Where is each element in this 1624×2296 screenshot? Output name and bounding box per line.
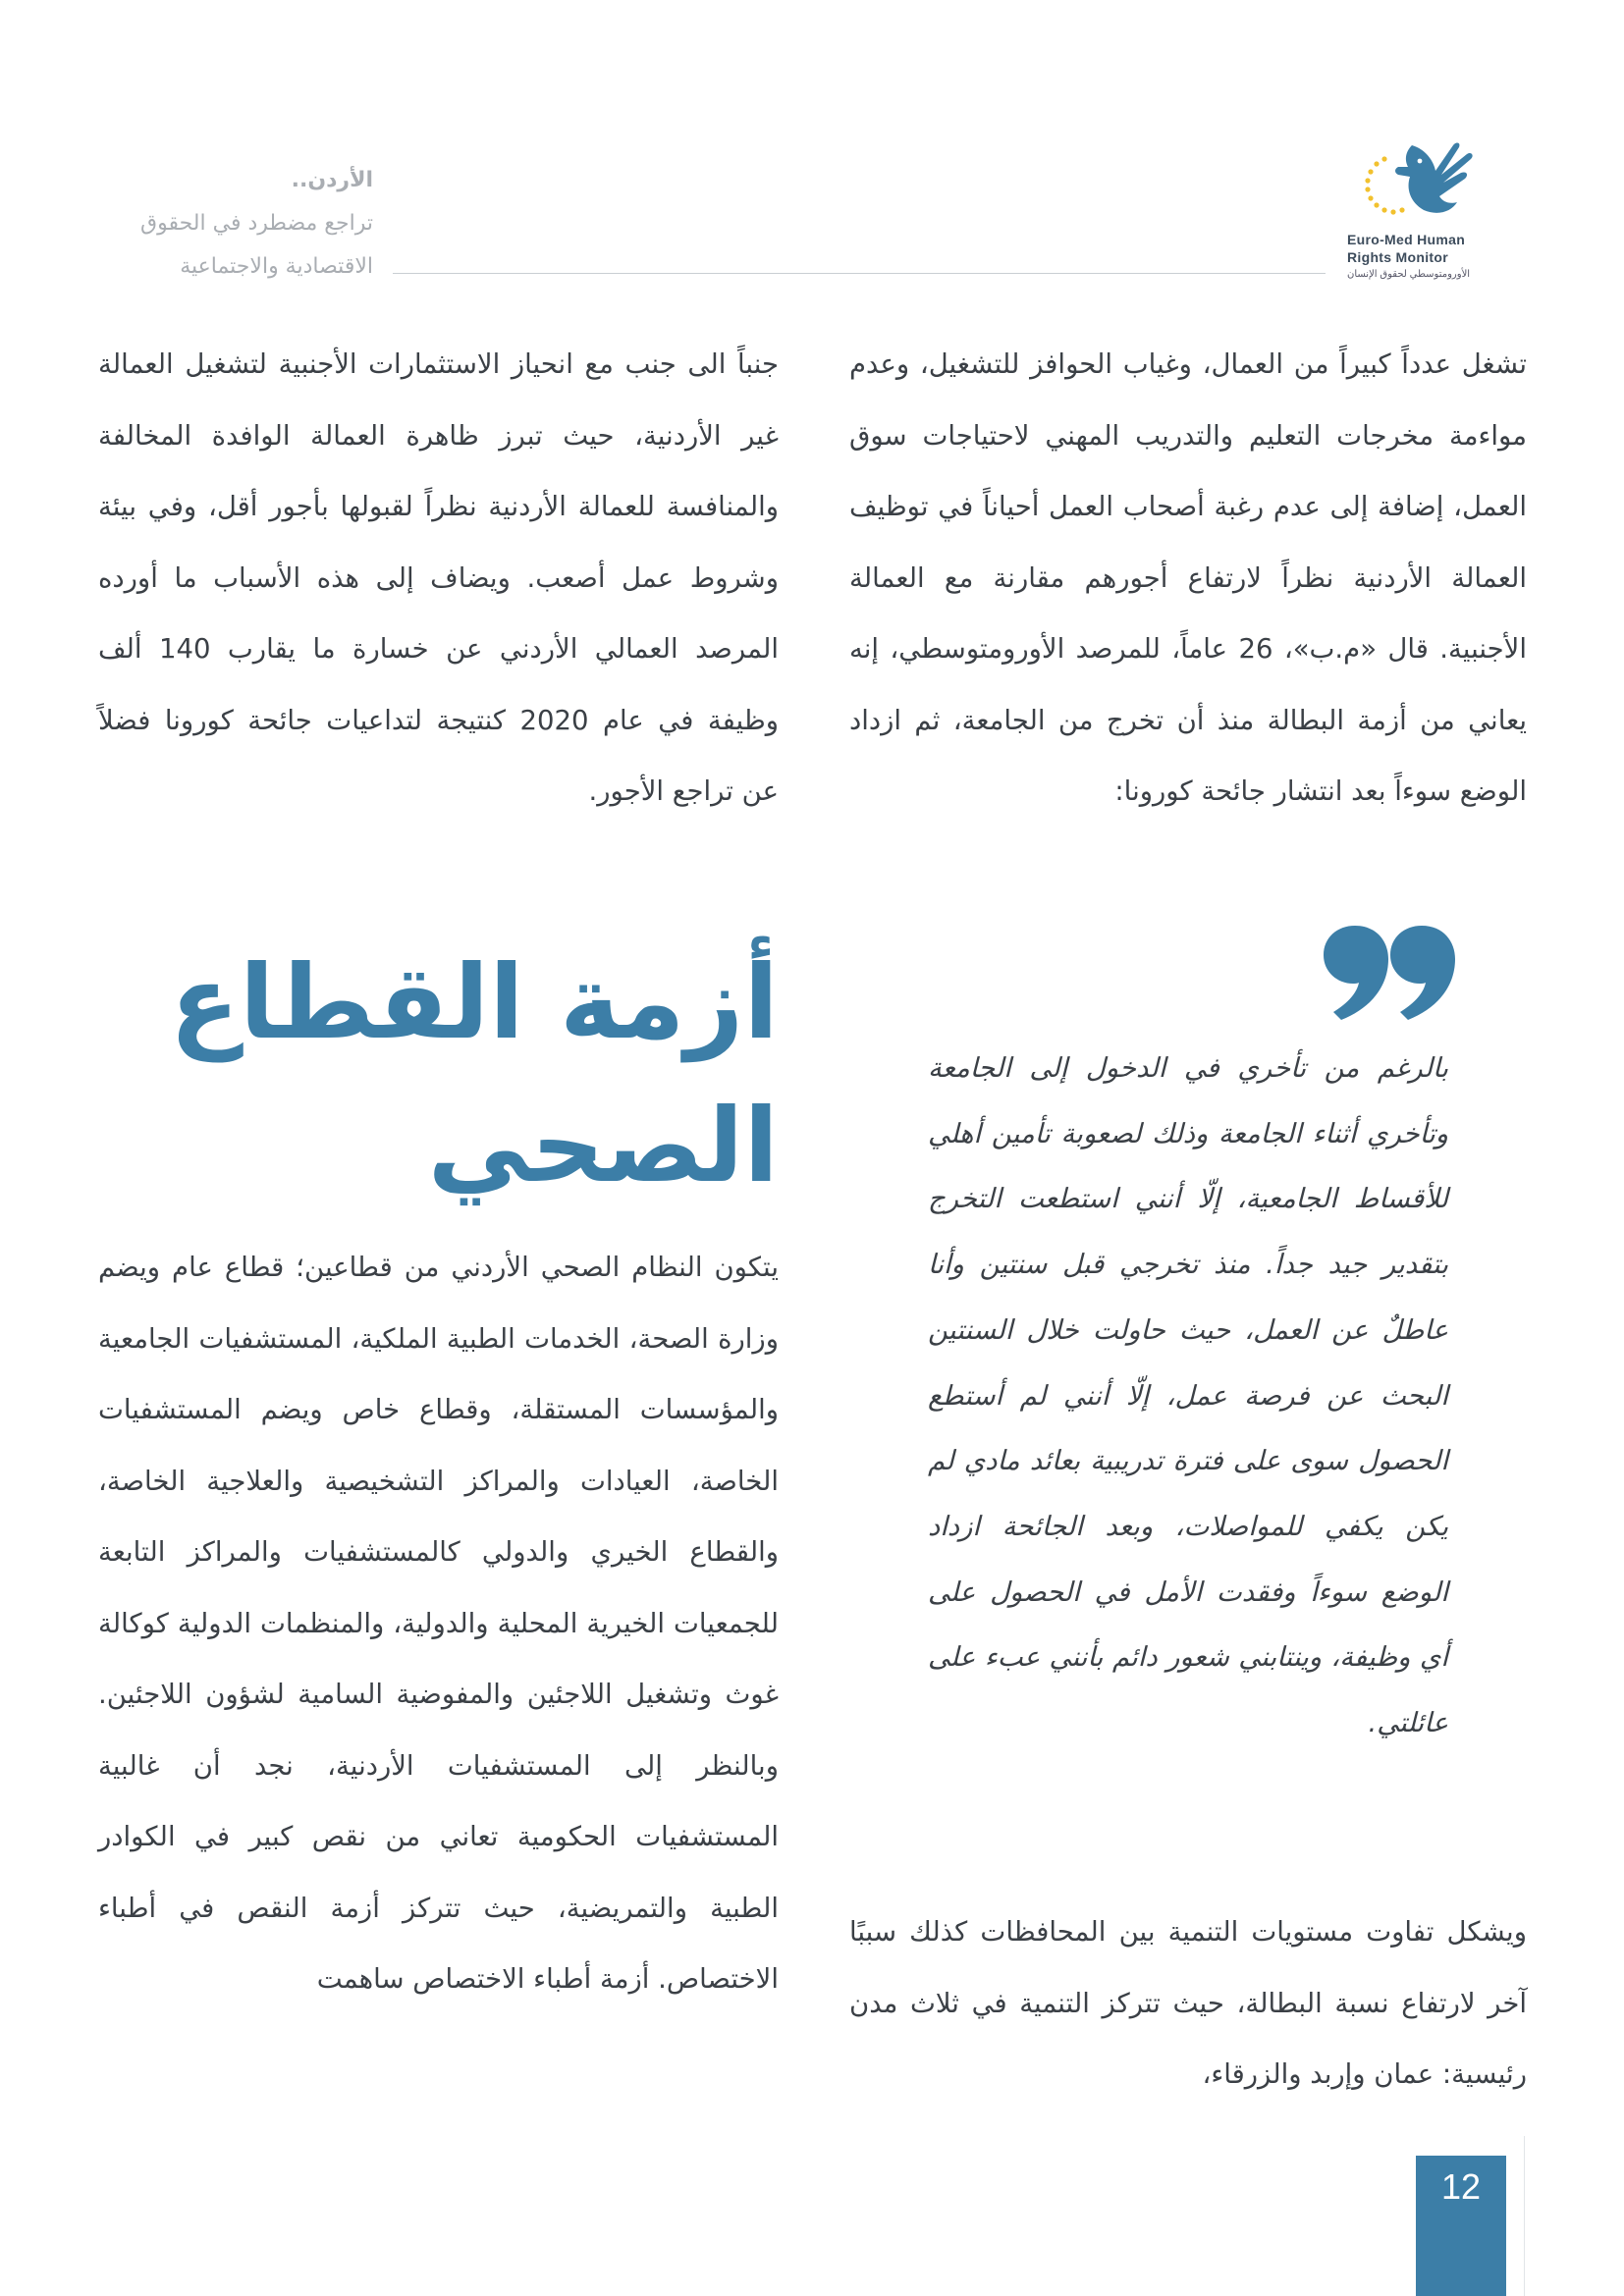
testimony-quote — [928, 1036, 1448, 1756]
left-column-bottom — [98, 1232, 779, 2015]
right-column-top — [849, 329, 1527, 828]
paragraph: جنباً الى جنب مع انحياز الاستثمارات الأجنبية لتشغيل العمالة غير الأردنية، حيث تبرز ظاهرة العمالة الوافدة المخالفة والمنافسة للعمالة الأردنية نظراً لقبولها بأجور أقل، وفي بيئة وشروط عمل أصعب. ويضاف إلى هذه الأسباب ما أورده المرصد العمالي الأردني عن خسارة ما يقارب 140 ألف وظيفة في عام 2020 كنتيجة لتداعيات جائحة كورونا فضلاً عن تراجع الأجور. — [98, 348, 779, 807]
section-heading-line-1: أزمة القطاع — [169, 942, 779, 1062]
page-number-text: 12 — [1440, 2166, 1482, 2207]
right-column-bottom — [849, 1896, 1527, 2110]
quote-mark-icon — [1316, 918, 1463, 1036]
dove-hand-icon — [1355, 137, 1488, 236]
logo-line-2: Rights Monitor — [1347, 249, 1448, 265]
section-heading — [98, 931, 779, 1217]
header-subtitle-line-2: الاقتصادية والاجتماعية — [180, 254, 373, 279]
header-divider — [393, 273, 1326, 274]
quote-text: بالرغم من تأخري في الدخول إلى الجامعة وتأخري أثناء الجامعة وذلك لصعوبة تأمين أهلي للأقساط الجامعية، إلّا أنني استطعت التخرج بتقدير جيد جداً. منذ تخرجي قبل سنتين وأنا عاطلٌ عن العمل، حيث حاولت خلال السنتين البحث عن فرصة عمل، إلّا أنني لم أستطع الحصول سوى على فترة تدريبية بعائد مادي لم يكن يكفي للمواصلات، وبعد الجائحة ازداد الوضع سوءاً وفقدت الأمل في الحصول على أي وظيفة، وينتابني شعور دائم بأنني عبء على عائلتي. — [928, 1052, 1448, 1739]
page-number — [1416, 2156, 1506, 2296]
paragraph: ويشكل تفاوت مستويات التنمية بين المحافظات كذلك سببًا آخر لارتفاع نسبة البطالة، حيث تتركز التنمية في ثلاث مدن رئيسية: عمان وإربد والزرقاء، — [849, 1916, 1527, 2090]
paragraph: يتكون النظام الصحي الأردني من قطاعين؛ قطاع عام ويضم وزارة الصحة، الخدمات الطبية الملكية، المستشفيات الجامعية والمؤسسات المستقلة، وقطاع خاص ويضم المستشفيات الخاصة، العيادات والمراكز التشخيصية والعلاجية الخاصة، والقطاع الخيري والدولي كالمستشفيات والمراكز التابعة للجمعيات الخيرية المحلية والدولية، والمنظمات الدولية كوكالة غوث وتشغيل اللاجئين والمفوضية السامية لشؤون اللاجئين. وبالنظر إلى المستشفيات الأردنية، نجد أن غالبية المستشفيات الحكومية تعاني من نقص كبير في الكوادر الطبية والتمريضية، حيث تتركز أزمة النقص في أطباء الاختصاص. أزمة أطباء الاختصاص ساهمت — [98, 1252, 779, 1995]
section-heading-line-2: الصحي — [427, 1086, 779, 1205]
header-country: الأردن.. — [291, 168, 373, 192]
left-column-top — [98, 329, 779, 828]
header-subtitle-line-1: تراجع مضطرد في الحقوق — [140, 211, 373, 236]
logo-text — [1347, 231, 1494, 284]
paragraph: تشغل عدداً كبيراً من العمال، وغياب الحوافز للتشغيل، وعدم مواءمة مخرجات التعليم والتدريب المهني لاحتياجات سوق العمل، إضافة إلى عدم رغبة أصحاب العمل أحياناً في توظيف العمالة الأردنية نظراً لارتفاع أجورهم مقارنة مع العمالة الأجنبية. قال «م.ب»، 26 عاماً، للمرصد الأورومتوسطي، إنه يعاني من أزمة البطالة منذ أن تخرج من الجامعة، ثم ازداد الوضع سوءاً بعد انتشار جائحة كورونا: — [849, 348, 1527, 807]
logo-arabic: الأورومتوسطي لحقوق الإنسان — [1347, 269, 1471, 280]
running-header — [79, 159, 373, 289]
logo-line-1: Euro-Med Human — [1347, 232, 1466, 247]
footer-divider — [1524, 2136, 1525, 2296]
